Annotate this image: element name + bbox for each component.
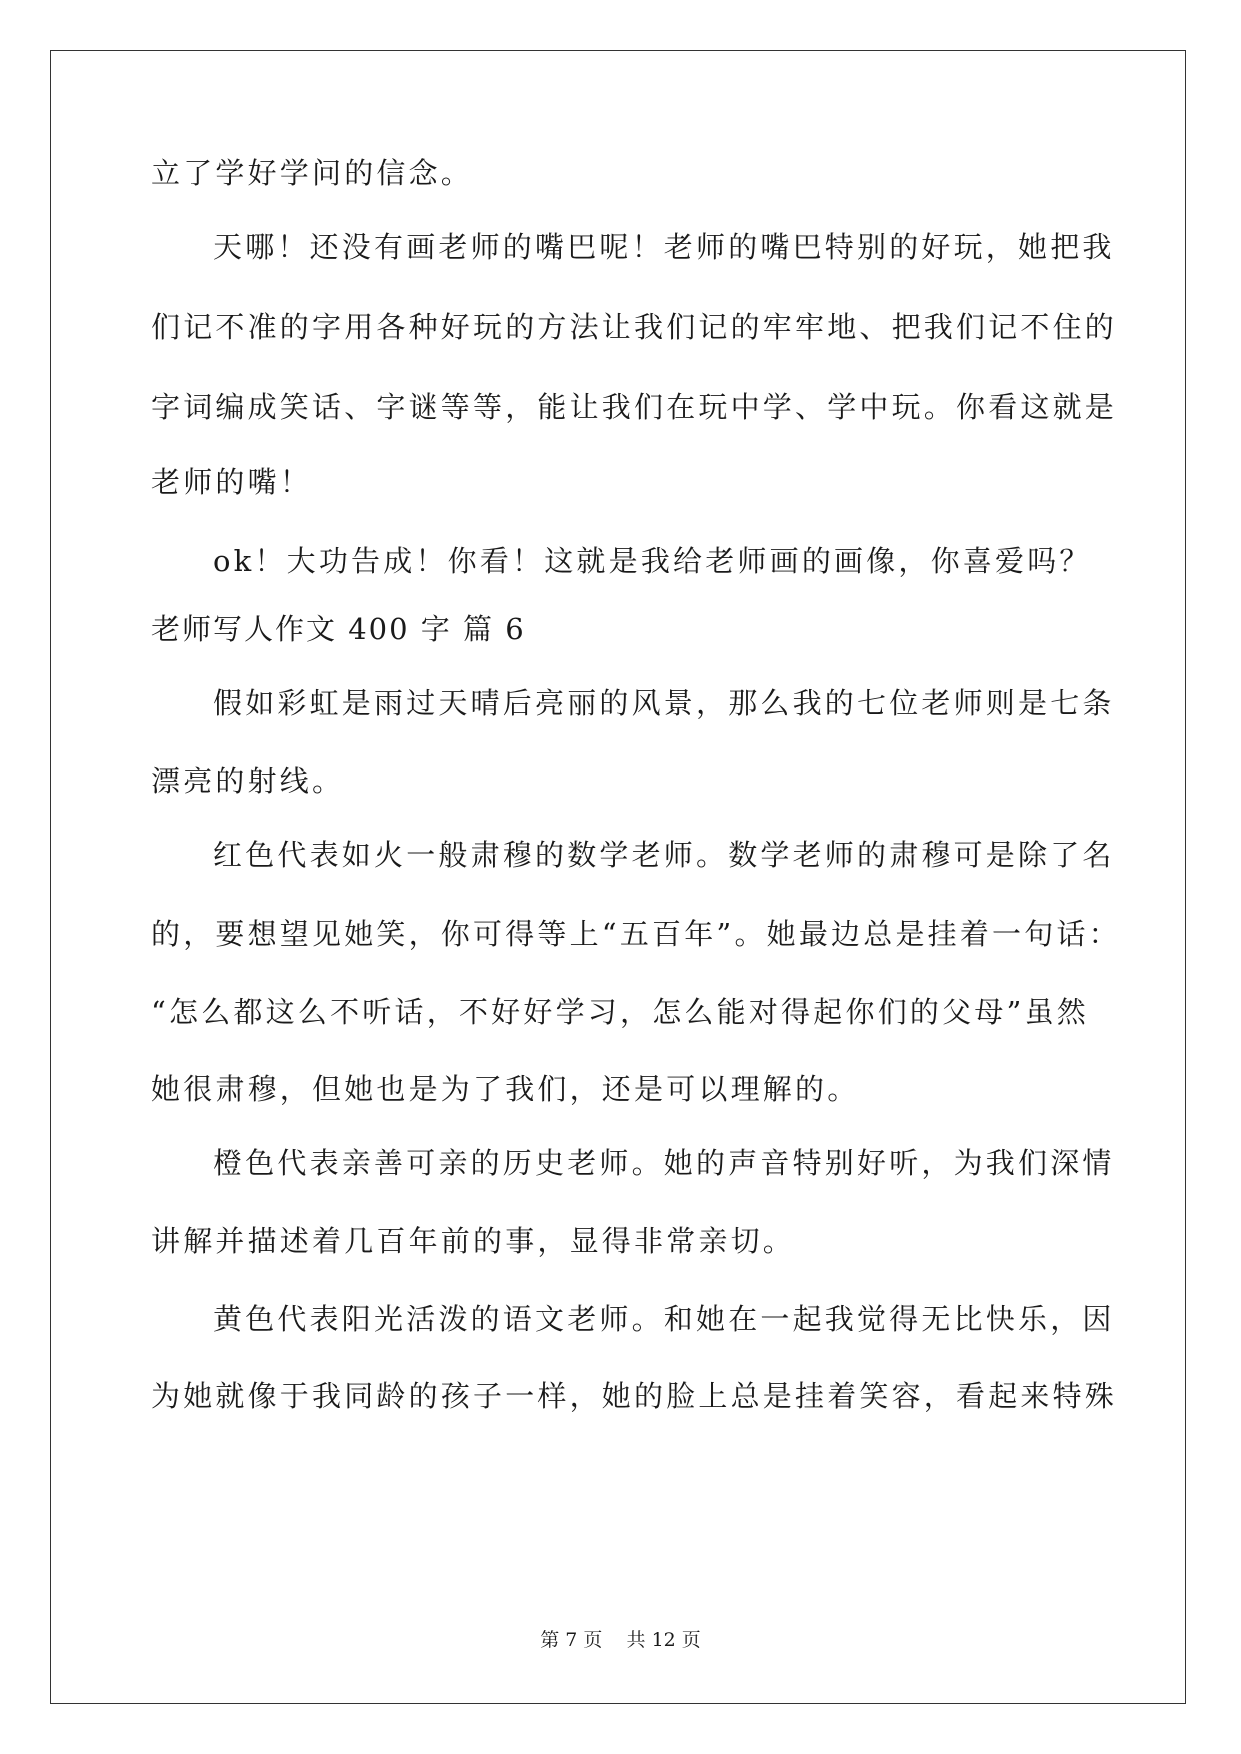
page-border bbox=[50, 50, 1186, 1704]
paragraph-line: ok！大功告成！你看！这就是我给老师画的画像，你喜爱吗？ bbox=[213, 544, 1092, 578]
section-heading: 老师写人作文 400 字 篇 6 bbox=[151, 612, 526, 646]
paragraph-line: 红色代表如火一般肃穆的数学老师。数学老师的肃穆可是除了名 bbox=[213, 838, 1115, 872]
paragraph-line: 黄色代表阳光活泼的语文老师。和她在一起我觉得无比快乐，因 bbox=[213, 1302, 1115, 1336]
paragraph-line: 字词编成笑话、字谜等等，能让我们在玩中学、学中玩。你看这就是 bbox=[151, 390, 1118, 424]
paragraph-line: 橙色代表亲善可亲的历史老师。她的声音特别好听，为我们深情 bbox=[213, 1146, 1115, 1180]
paragraph-line: 们记不准的字用各种好玩的方法让我们记的牢牢地、把我们记不住的 bbox=[151, 310, 1118, 344]
paragraph-line: 讲解并描述着几百年前的事，显得非常亲切。 bbox=[151, 1224, 796, 1258]
paragraph-line: 天哪！还没有画老师的嘴巴呢！老师的嘴巴特别的好玩，她把我 bbox=[213, 230, 1115, 264]
paragraph-line: 假如彩虹是雨过天晴后亮丽的风景，那么我的七位老师则是七条 bbox=[213, 686, 1115, 720]
paragraph-line: 为她就像于我同龄的孩子一样，她的脸上总是挂着笑容，看起来特殊 bbox=[151, 1379, 1118, 1413]
paragraph-line: “怎么都这么不听话，不好好学习，怎么能对得起你们的父母”虽然 bbox=[151, 995, 1089, 1029]
paragraph-line: 立了学好学问的信念。 bbox=[151, 156, 474, 190]
paragraph-line: 她很肃穆，但她也是为了我们，还是可以理解的。 bbox=[151, 1072, 860, 1106]
page-number-footer: 第 7 页 共 12 页 bbox=[540, 1629, 701, 1651]
paragraph-line: 老师的嘴！ bbox=[151, 465, 313, 499]
paragraph-line: 漂亮的射线。 bbox=[151, 764, 345, 798]
paragraph-line: 的，要想望见她笑，你可得等上“五百年”。她最边总是挂着一句话： bbox=[151, 917, 1121, 951]
